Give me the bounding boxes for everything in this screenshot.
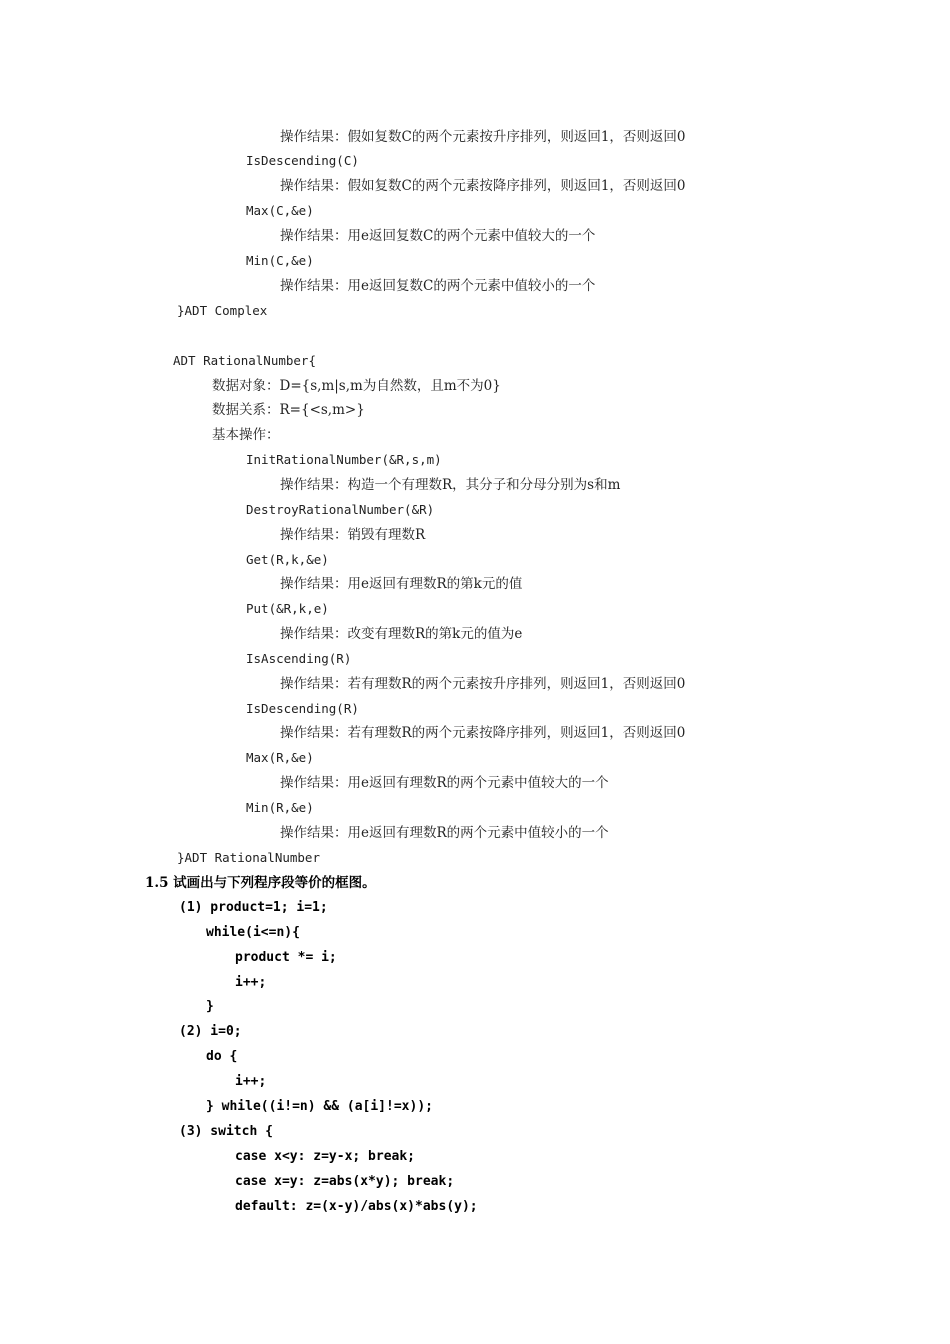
- adt-complex-end: }ADT Complex: [177, 303, 268, 318]
- rational-data-relation: 数据关系：R={<s,m>}: [212, 402, 365, 418]
- code-line: } while((i!=n) && (a[i]!=x));: [206, 1099, 433, 1114]
- complex-min-result: 操作结果：用e返回复数C的两个元素中值较小的一个: [280, 278, 596, 294]
- rational-op-result: 操作结果：改变有理数R的第k元的值为e: [280, 626, 523, 642]
- rational-op-result: 操作结果：构造一个有理数R，其分子和分母分别为s和m: [280, 477, 621, 493]
- adt-rational-header: ADT RationalNumber{: [173, 353, 316, 368]
- rational-op-name: Get(R,k,&e): [246, 552, 329, 567]
- code-line: default: z=(x-y)/abs(x)*abs(y);: [235, 1199, 478, 1214]
- complex-max-result: 操作结果：用e返回复数C的两个元素中值较大的一个: [280, 228, 596, 244]
- rational-op-name: Put(&R,k,e): [246, 601, 329, 616]
- rational-op-name: IsDescending(R): [246, 701, 359, 716]
- rational-op-name: IsAscending(R): [246, 651, 352, 666]
- rational-op-name: Max(R,&e): [246, 750, 314, 765]
- code-line: (2) i=0;: [179, 1024, 242, 1039]
- code-line: }: [206, 999, 214, 1014]
- code-line: case x=y: z=abs(x*y); break;: [235, 1174, 455, 1189]
- code-line: i++;: [235, 975, 267, 990]
- complex-isdescending-result: 操作结果：假如复数C的两个元素按降序排列，则返回1，否则返回0: [280, 178, 686, 194]
- rational-basic-ops-label: 基本操作：: [212, 427, 280, 443]
- code-line: do {: [206, 1049, 238, 1064]
- code-line: product *= i;: [235, 950, 337, 965]
- rational-op-result: 操作结果：用e返回有理数R的两个元素中值较大的一个: [280, 775, 609, 791]
- code-line: i++;: [235, 1074, 267, 1089]
- rational-op-name: DestroyRationalNumber(&R): [246, 502, 435, 517]
- complex-isdescending-op: IsDescending(C): [246, 153, 359, 168]
- code-line: (1) product=1; i=1;: [179, 900, 328, 915]
- complex-max-op: Max(C,&e): [246, 203, 314, 218]
- rational-op-name: Min(R,&e): [246, 800, 314, 815]
- rational-op-result: 操作结果：若有理数R的两个元素按升序排列，则返回1，否则返回0: [280, 676, 686, 692]
- exercise-title: 1.5 试画出与下列程序段等价的框图。: [145, 875, 376, 891]
- complex-min-op: Min(C,&e): [246, 253, 314, 268]
- code-line: case x<y: z=y-x; break;: [235, 1149, 416, 1164]
- rational-op-result: 操作结果：用e返回有理数R的第k元的值: [280, 576, 523, 592]
- rational-op-result: 操作结果：若有理数R的两个元素按降序排列，则返回1，否则返回0: [280, 725, 686, 741]
- rational-op-result: 操作结果：销毁有理数R: [280, 527, 426, 543]
- code-line: (3) switch {: [179, 1124, 273, 1139]
- rational-op-name: InitRationalNumber(&R,s,m): [246, 452, 442, 467]
- code-line: while(i<=n){: [206, 925, 300, 940]
- adt-rational-end: }ADT RationalNumber: [177, 850, 320, 865]
- rational-op-result: 操作结果：用e返回有理数R的两个元素中值较小的一个: [280, 825, 609, 841]
- complex-isascending-result: 操作结果：假如复数C的两个元素按升序排列，则返回1，否则返回0: [280, 129, 686, 145]
- rational-data-object: 数据对象：D={s,m|s,m为自然数，且m不为0}: [212, 378, 501, 394]
